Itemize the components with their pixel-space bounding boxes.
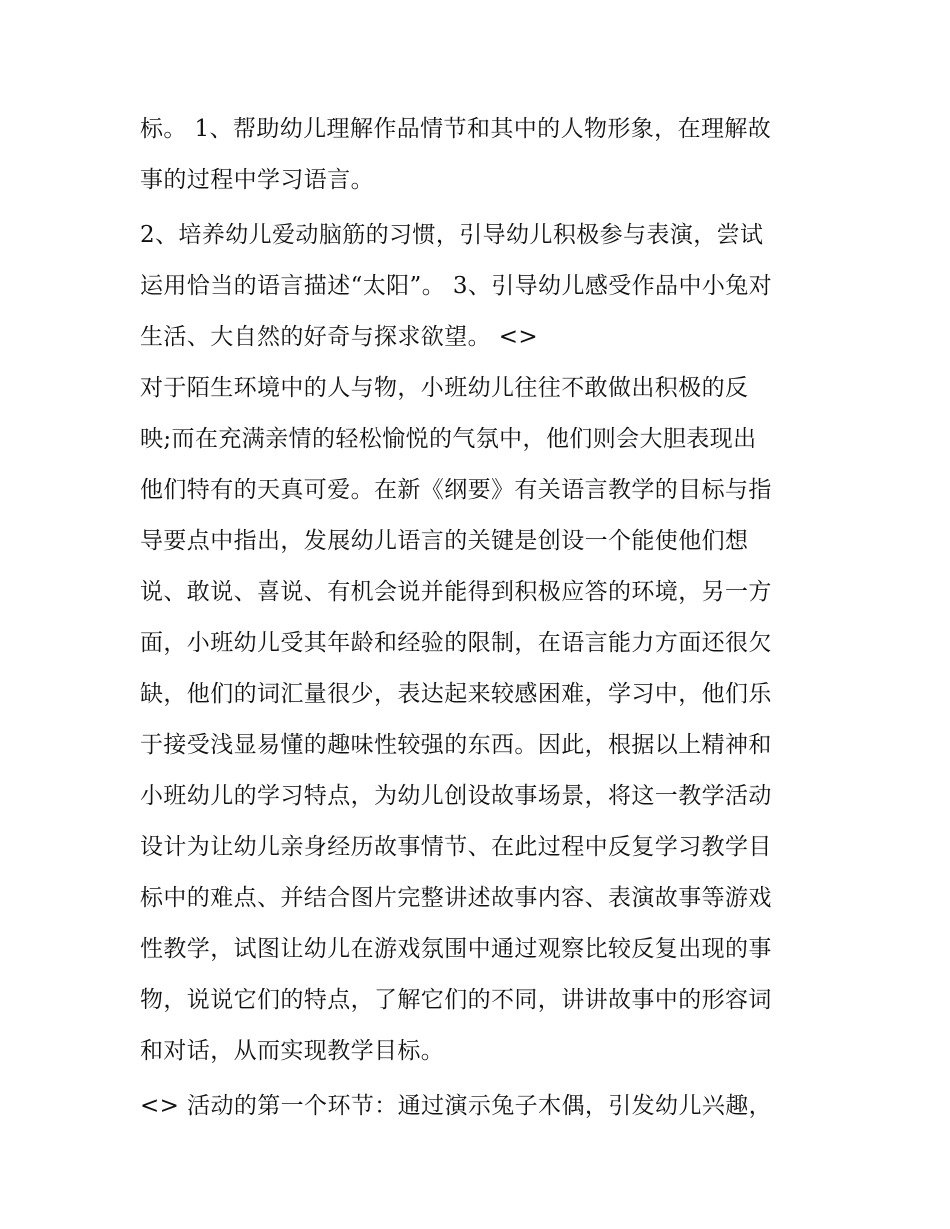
text-line: 运用恰当的语言描述“太阳”。 3、引导幼儿感受作品中小兔对: [140, 273, 773, 299]
paragraph-objectives-1: [140, 104, 820, 206]
text-line: 对于陌生环境中的人与物，小班幼儿往往不敢做出积极的反: [140, 375, 749, 401]
paragraph-activity-step-1: [140, 1081, 820, 1132]
document-body: [140, 104, 820, 1132]
text-line: 他们特有的天真可爱。在新《纲要》有关语言教学的目标与指: [140, 477, 772, 503]
paragraph-objectives-2: [140, 210, 820, 363]
text-line: 2、培养幼儿爱动脑筋的习惯，引导幼儿积极参与表演，尝试: [140, 222, 764, 248]
text-line: 设计为让幼儿亲身经历故事情节、在此过程中反复学习教学目: [140, 834, 772, 860]
text-line: 标中的难点、并结合图片完整讲述故事内容、表演故事等游戏: [140, 885, 772, 911]
text-line: 面，小班幼儿受其年龄和经验的限制，在语言能力方面还很欠: [140, 630, 772, 656]
text-line: 物，说说它们的特点，了解它们的不同，讲讲故事中的形容词: [140, 987, 772, 1013]
text-line: 生活、大自然的好奇与探求欲望。 <>: [140, 324, 539, 350]
text-line: 说、敢说、喜说、有机会说并能得到积极应答的环境，另一方: [140, 579, 772, 605]
text-line: 和对话，从而实现教学目标。: [140, 1038, 445, 1064]
text-line: 导要点中指出，发展幼儿语言的关键是创设一个能使他们想: [140, 528, 749, 554]
paragraph-rationale: [140, 363, 820, 1077]
text-line: 于接受浅显易懂的趣味性较强的东西。因此，根据以上精神和: [140, 732, 772, 758]
text-line: 映;而在充满亲情的轻松愉悦的气氛中，他们则会大胆表现出: [140, 426, 757, 452]
text-line: 标。 1、帮助幼儿理解作品情节和其中的人物形象，在理解故: [140, 116, 772, 142]
text-line: 事的过程中学习语言。: [140, 167, 374, 193]
text-line: 小班幼儿的学习特点，为幼儿创设故事场景，将这一教学活动: [140, 783, 772, 809]
text-line: 性教学，试图让幼儿在游戏氛围中通过观察比较反复出现的事: [140, 936, 772, 962]
text-line: 缺，他们的词汇量很少，表达起来较感困难，学习中，他们乐: [140, 681, 772, 707]
text-line: <> 活动的第一个环节：通过演示兔子木偶，引发幼儿兴趣，: [140, 1093, 773, 1119]
